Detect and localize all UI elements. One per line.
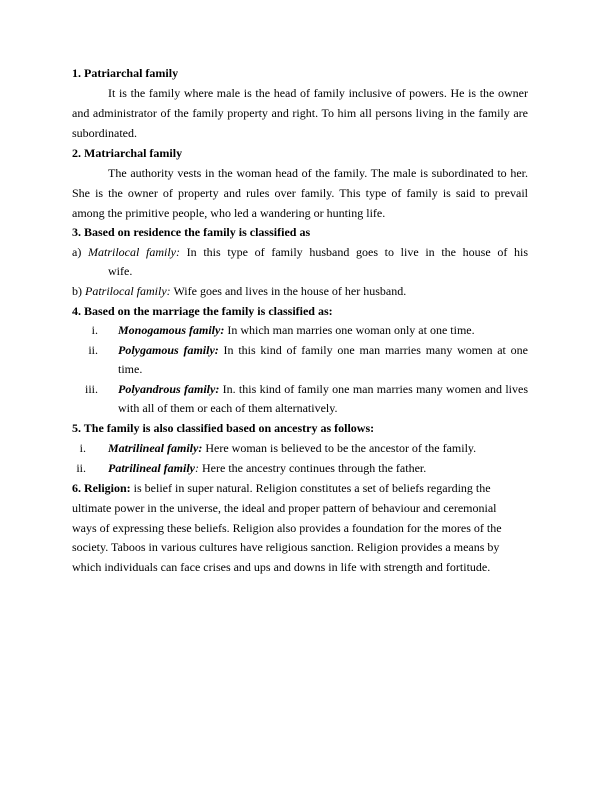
section-heading-religion: 6. Religion: [72, 481, 131, 495]
list-item [108, 441, 476, 455]
definition-continuation: with all of them or each of them alternatively. [118, 401, 338, 415]
list-item [72, 245, 528, 259]
term-patrilocal: Patrilocal family: [85, 284, 171, 298]
list-number: i. [91, 323, 98, 337]
definition-text: In this kind of family one man marries many women at one [223, 343, 528, 357]
paragraph-line [72, 481, 491, 495]
term-matrilocal: Matrilocal family: [88, 245, 180, 259]
list-number: iii. [84, 382, 98, 396]
definition-continuation: time. [118, 362, 143, 376]
term-patrilineal: Patrilineal family [108, 461, 195, 475]
paragraph-line: among the primitive people, who led a wandering or hunting life. [72, 206, 386, 220]
list-marker: a) [72, 245, 82, 259]
term-matrilineal: Matrilineal family: [108, 441, 203, 455]
list-item [108, 461, 426, 475]
paragraph-line: It is the family where male is the head of family inclusive of powers. He is the owner [108, 86, 528, 100]
list-marker: b) [72, 284, 82, 298]
paragraph-line: which individuals can face crises and ups and downs in life with strength and fortitude. [72, 560, 491, 574]
section-heading-patriarchal: 1. Patriarchal family [72, 66, 179, 80]
paragraph-line: The authority vests in the woman head of the family. The male is subordinated to her. [108, 166, 528, 180]
paragraph-line: ultimate power in the universe, the ideal and proper pattern of behaviour and ceremonial [72, 501, 497, 515]
definition-text: In which man marries one woman only at one time. [227, 323, 475, 337]
term-polygamous: Polygamous family: [118, 343, 219, 357]
list-item [72, 284, 406, 298]
paragraph-line: subordinated. [72, 126, 137, 140]
paragraph-line: and administrator of the family property and right. To him all persons living in the family are [72, 106, 528, 120]
list-item [118, 382, 528, 396]
section-heading-marriage: 4. Based on the marriage the family is classified as: [72, 304, 333, 318]
section-heading-ancestry: 5. The family is also classified based on ancestry as follows: [72, 421, 375, 435]
definition-continuation: wife. [108, 264, 133, 278]
list-number: i. [79, 441, 86, 455]
definition-text: In this type of family husband goes to live in the house of his [186, 245, 529, 259]
section-heading-residence: 3. Based on residence the family is classified as [72, 225, 311, 239]
definition-text: Wife goes and lives in the house of her husband. [173, 284, 407, 298]
definition-text: In. this kind of family one man marries many women and lives [222, 382, 528, 396]
list-item [118, 323, 475, 337]
paragraph-line: She is the owner of property and rules over family. This type of family is said to prevail [72, 186, 528, 200]
list-item [118, 343, 528, 357]
paragraph-text: is belief in super natural. Religion constitutes a set of beliefs regarding the [133, 481, 491, 495]
paragraph-line: ways of expressing these beliefs. Religion also provides a foundation for the mores of the [72, 521, 502, 535]
definition-text: Here woman is believed to be the ancestor of the family. [205, 441, 477, 455]
paragraph-line: society. Taboos in various cultures have religious sanction. Religion provides a means by [72, 540, 500, 554]
section-heading-matriarchal: 2. Matriarchal family [72, 146, 183, 160]
term-colon: : [195, 461, 199, 475]
definition-text: Here the ancestry continues through the father. [202, 461, 427, 475]
term-monogamous: Monogamous family: [118, 323, 225, 337]
list-number: ii. [76, 461, 86, 475]
term-polyandrous: Polyandrous family: [118, 382, 220, 396]
list-number: ii. [88, 343, 98, 357]
